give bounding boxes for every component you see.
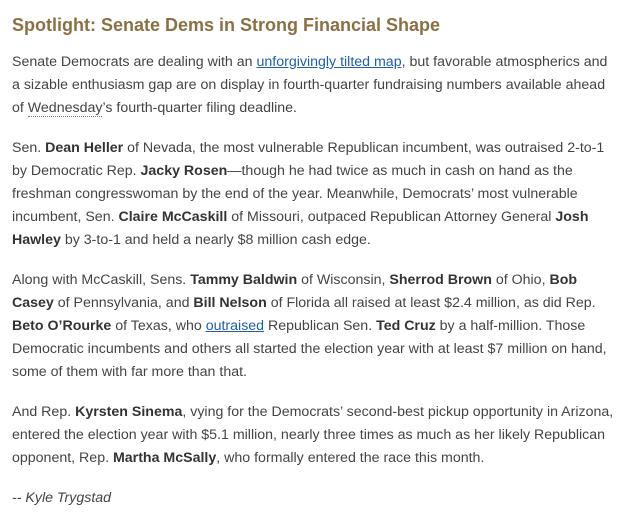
person-name: Kyrsten Sinema (75, 404, 183, 420)
text: of Florida all raised at least $2.4 million, as did Rep. (266, 295, 596, 311)
article-title: Spotlight: Senate Dems in Strong Financial Shape (12, 15, 441, 35)
unforgivingly-tilted-map-link[interactable]: unforgivingly tilted map (256, 54, 402, 70)
text: Along with McCaskill, Sens. (12, 272, 191, 288)
person-name: Claire McCaskill (118, 209, 228, 225)
text: , vying for the Democrats’ second-best pickup opportunity in Arizona, entered the election year with $5.1 million, nearly three times as much as her likely Republican opponent, Rep. (12, 404, 614, 466)
text: by a half-million. Those Democratic incumbents and others all started the election year with at least $7 million on hand, some of them with far more than that. (12, 318, 607, 380)
text: of Pennsylvania, and (53, 295, 194, 311)
text: Senate Democrats are dealing with an (12, 54, 257, 70)
text: by 3-to-1 and held a nearly $8 million cash edge. (60, 232, 371, 248)
person-name: Josh Hawley (12, 209, 589, 248)
outraised-link[interactable]: outraised (205, 318, 265, 334)
person-name: Bob Casey (12, 272, 578, 311)
text: of Missouri, outpaced Republican Attorney General (227, 209, 556, 225)
text: And Rep. (12, 404, 76, 420)
person-name: Sherrod Brown (389, 272, 492, 288)
text: of Ohio, (491, 272, 550, 288)
text: Republican Sen. (264, 318, 377, 334)
paragraph-1 (12, 51, 615, 120)
text: ’s fourth-quarter filing deadline. (102, 100, 297, 116)
person-name: Tammy Baldwin (190, 272, 298, 288)
person-name: Martha McSally (112, 450, 217, 466)
text: of Texas, who (111, 318, 206, 334)
paragraph-2 (12, 137, 615, 252)
text: , but favorable atmospherics and a sizable enthusiasm gap are on display in fourth-quarter fundraising numbers available ahead of (12, 54, 608, 116)
person-name: Jacky Rosen (140, 163, 228, 179)
text: , who formally entered the race this month. (216, 450, 485, 466)
person-name: Bill Nelson (193, 295, 267, 311)
byline: -- Kyle Trygstad (12, 490, 112, 506)
date-reference: Wednesday (27, 100, 103, 116)
text: —though he had twice as much in cash on hand as the freshman congresswoman by the end of the year. Meanwhile, Democrats’ most vulnerable incumbent, Sen. (12, 163, 578, 225)
text: Sen. (12, 140, 46, 156)
paragraph-4 (12, 401, 615, 470)
person-name: Ted Cruz (376, 318, 436, 334)
text: of Wisconsin, (297, 272, 390, 288)
paragraph-3 (12, 269, 615, 384)
person-name: Dean Heller (45, 140, 124, 156)
person-name: Beto O’Rourke (12, 318, 112, 334)
text: of Nevada, the most vulnerable Republican incumbent, was outraised 2-to-1 by Democratic Rep. (12, 140, 605, 179)
